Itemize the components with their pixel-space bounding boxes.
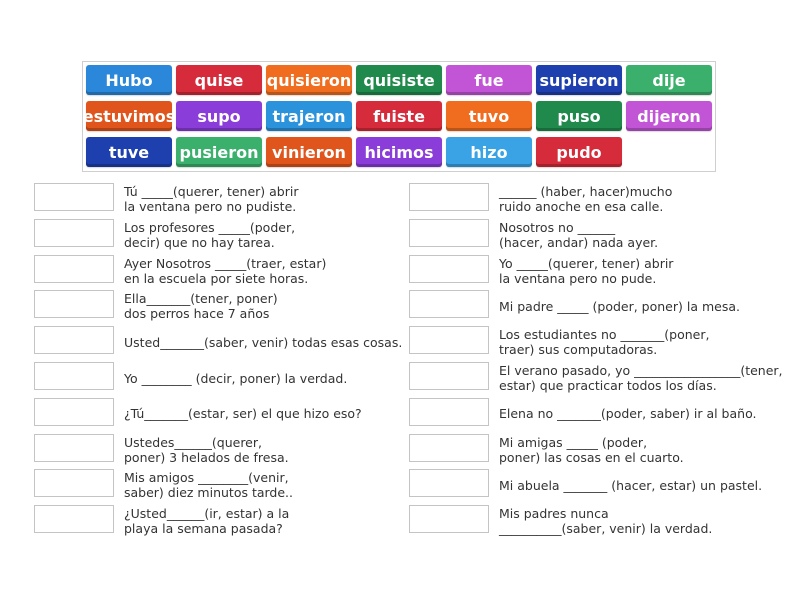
left-question-row — [34, 326, 414, 358]
word-tile-puso[interactable]: puso — [536, 101, 622, 131]
question-text: Los profesores _____(poder, decir) que no hay tarea. — [124, 219, 296, 250]
word-tile-estuvimos[interactable]: estuvimos — [86, 101, 172, 131]
left-question-row — [34, 183, 414, 215]
word-tile-fuiste[interactable]: fuiste — [356, 101, 442, 131]
question-text: Ustedes______(querer, poner) 3 helados de fresa. — [124, 434, 289, 465]
answer-drop-box[interactable] — [409, 326, 489, 354]
question-text: ¿Usted______(ir, estar) a la playa la semana pasada? — [124, 506, 290, 537]
question-text: Tú _____(querer, tener) abrir la ventana pero no pudiste. — [124, 184, 299, 214]
word-tile-quisiste[interactable]: quisiste — [356, 65, 442, 95]
question-text: Yo _____(querer, tener) abrir la ventana pero no pude. — [499, 255, 674, 286]
question-text: Mi padre _____ (poder, poner) la mesa. — [499, 298, 740, 314]
right-question-row — [409, 505, 789, 537]
word-tile-hicimos[interactable]: hicimos — [356, 137, 442, 167]
word-tile-supo[interactable]: supo — [176, 101, 262, 131]
word-tile-pusieron[interactable]: pusieron — [176, 137, 262, 167]
answer-drop-box[interactable] — [409, 290, 489, 318]
answer-drop-box[interactable] — [34, 398, 114, 426]
right-question-row — [409, 326, 789, 358]
right-question-row — [409, 290, 789, 322]
word-tile-dijeron[interactable]: dijeron — [626, 101, 712, 131]
answer-drop-box[interactable] — [409, 469, 489, 497]
left-question-row — [34, 505, 414, 537]
answer-drop-box[interactable] — [34, 505, 114, 533]
left-question-row — [34, 434, 414, 466]
question-text: ¿Tú_______(estar, ser) el que hizo eso? — [124, 406, 362, 422]
word-tile-fue[interactable]: fue — [446, 65, 532, 95]
answer-drop-box[interactable] — [34, 290, 114, 318]
question-text: Los estudiantes no _______(poner, traer) sus computadoras. — [499, 327, 710, 358]
question-text: Mis amigos ________(venir, saber) diez minutos tarde.. — [124, 470, 294, 501]
word-tile-hubo[interactable]: Hubo — [86, 65, 172, 95]
question-text: Usted_______(saber, venir) todas esas cosas. — [124, 334, 403, 350]
word-tile-dije[interactable]: dije — [626, 65, 712, 95]
answer-drop-box[interactable] — [34, 434, 114, 462]
right-question-row — [409, 183, 789, 215]
answer-drop-box[interactable] — [409, 505, 489, 533]
answer-drop-box[interactable] — [34, 255, 114, 283]
answer-drop-box[interactable] — [409, 255, 489, 283]
word-tile-supieron[interactable]: supieron — [536, 65, 622, 95]
answer-drop-box[interactable] — [409, 398, 489, 426]
left-question-row — [34, 255, 414, 287]
question-text: Ayer Nosotros _____(traer, estar) en la escuela por siete horas. — [124, 255, 327, 286]
right-question-row — [409, 398, 789, 430]
question-text: Mis padres nunca __________(saber, venir) la verdad. — [499, 506, 713, 537]
word-tile-pudo[interactable]: pudo — [536, 137, 622, 167]
left-question-row — [34, 398, 414, 430]
word-tile-trajeron[interactable]: trajeron — [266, 101, 352, 131]
word-tile-tuvo[interactable]: tuvo — [446, 101, 532, 131]
right-question-row — [409, 434, 789, 466]
answer-drop-box[interactable] — [34, 183, 114, 211]
question-text: Yo ________ (decir, poner) la verdad. — [124, 370, 348, 386]
word-tile-quise[interactable]: quise — [176, 65, 262, 95]
question-text: ______ (haber, hacer)mucho ruido anoche en esa calle. — [499, 184, 673, 214]
right-question-row — [409, 255, 789, 287]
word-tile-hizo[interactable]: hizo — [446, 137, 532, 167]
answer-drop-box[interactable] — [34, 469, 114, 497]
question-text: Ella_______(tener, poner) dos perros hace 7 años — [124, 291, 278, 322]
left-question-row — [34, 290, 414, 322]
answer-drop-box[interactable] — [34, 326, 114, 354]
right-question-row — [409, 362, 789, 394]
left-question-row — [34, 362, 414, 394]
question-text: Mi amigas _____ (poder, poner) las cosas en el cuarto. — [499, 434, 684, 465]
answer-drop-box[interactable] — [409, 362, 489, 390]
answer-drop-box[interactable] — [409, 219, 489, 247]
answer-drop-box[interactable] — [34, 362, 114, 390]
question-text: Nosotros no ______ (hacer, andar) nada ayer. — [499, 219, 659, 250]
word-tile-vinieron[interactable]: vinieron — [266, 137, 352, 167]
right-question-row — [409, 469, 789, 501]
answer-drop-box[interactable] — [409, 183, 489, 211]
word-tile-tuve[interactable]: tuve — [86, 137, 172, 167]
question-text: El verano pasado, yo _________________(tener, estar) que practicar todos los días. — [499, 363, 783, 393]
question-text: Elena no _______(poder, saber) ir al baño. — [499, 406, 757, 422]
answer-drop-box[interactable] — [409, 434, 489, 462]
left-question-row — [34, 219, 414, 251]
question-text: Mi abuela _______ (hacer, estar) un pastel. — [499, 477, 763, 493]
answer-drop-box[interactable] — [34, 219, 114, 247]
word-tile-quisieron[interactable]: quisieron — [266, 65, 352, 95]
left-question-row — [34, 469, 414, 501]
right-question-row — [409, 219, 789, 251]
